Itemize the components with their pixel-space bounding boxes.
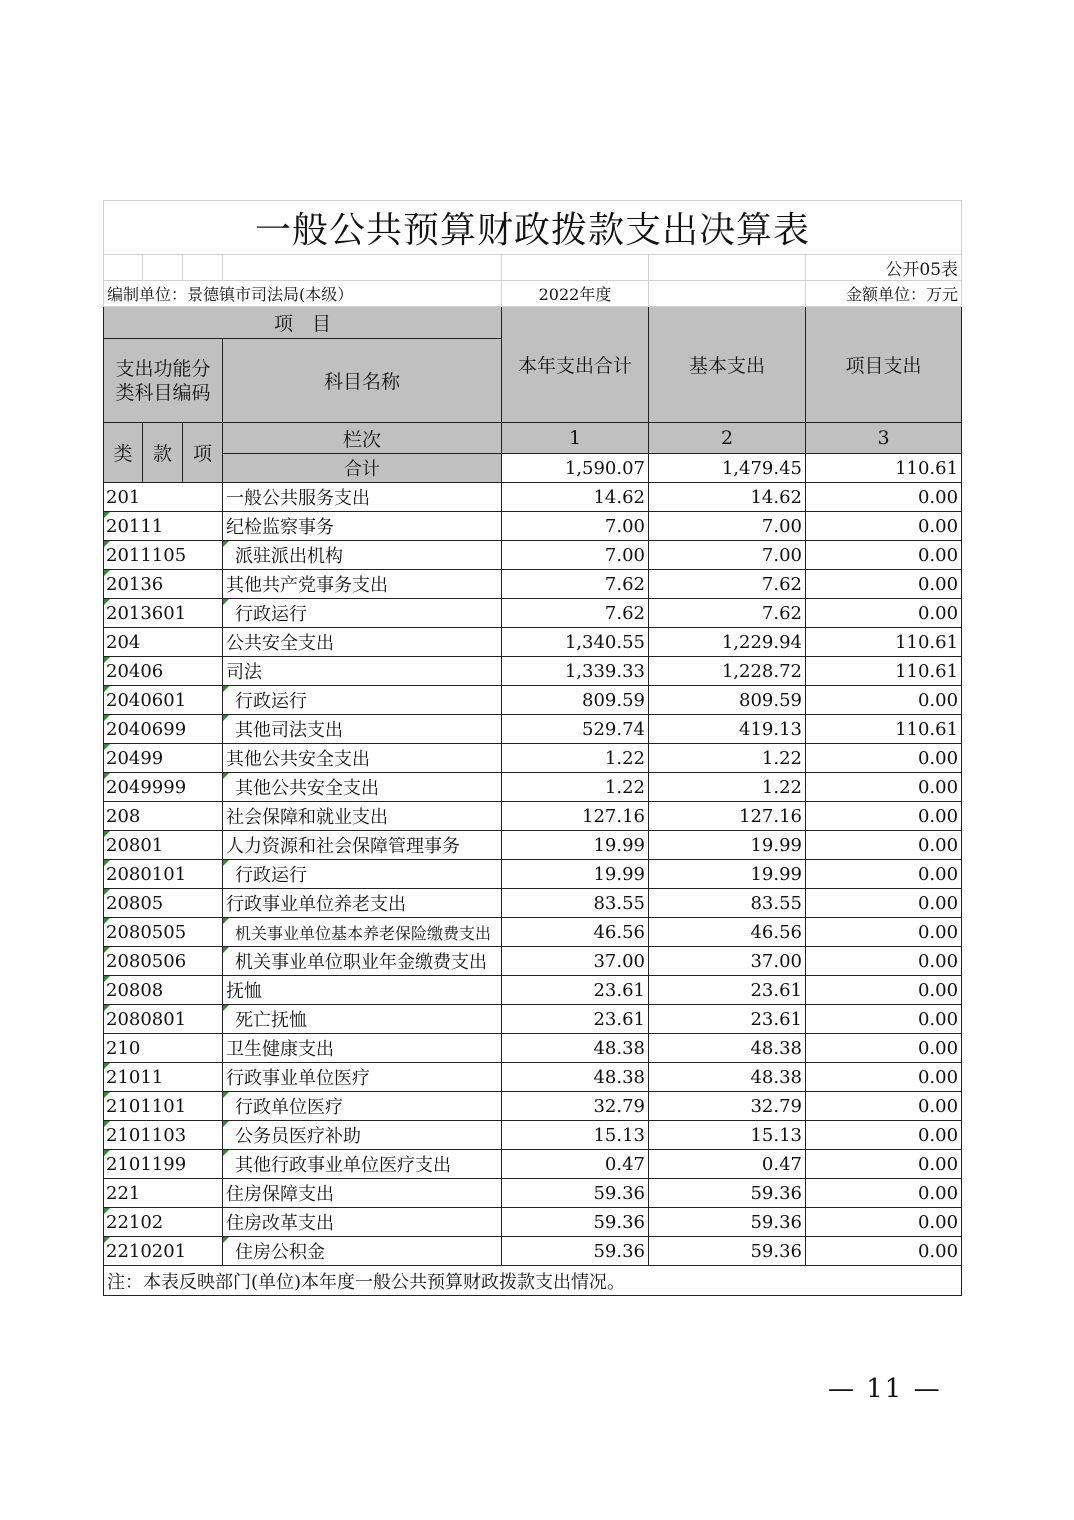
row-total: 127.16 [502,802,649,831]
total-amount: 1,590.07 [502,454,649,483]
row-total: 7.00 [502,512,649,541]
row-code: 2101199 [104,1150,223,1179]
header-xiang: 项 [183,423,223,483]
table-row [104,918,962,947]
row-project: 0.00 [806,976,962,1005]
row-total: 1,339.33 [502,657,649,686]
row-total: 23.61 [502,1005,649,1034]
row-basic: 59.36 [649,1237,806,1266]
row-project: 0.00 [806,599,962,628]
row-total: 48.38 [502,1063,649,1092]
table-row [104,831,962,860]
row-subject-name: 行政单位医疗 [223,1092,502,1121]
row-basic: 809.59 [649,686,806,715]
table-row [104,483,962,512]
table-row [104,686,962,715]
header-subject-name: 科目名称 [223,339,502,423]
row-subject-name: 行政运行 [223,860,502,889]
row-code: 2080506 [104,947,223,976]
row-subject-name: 卫生健康支出 [223,1034,502,1063]
row-basic: 37.00 [649,947,806,976]
table-row [104,947,962,976]
header-code-group: 支出功能分类科目编码 [104,339,223,423]
row-basic: 83.55 [649,889,806,918]
fiscal-year: 2022年度 [502,281,649,307]
row-code: 2101103 [104,1121,223,1150]
table-row [104,657,962,686]
table-row [104,1179,962,1208]
row-subject-name: 行政运行 [223,686,502,715]
row-subject-name: 住房改革支出 [223,1208,502,1237]
row-total: 37.00 [502,947,649,976]
row-total: 19.99 [502,860,649,889]
row-subject-name: 住房公积金 [223,1237,502,1266]
row-basic: 23.61 [649,976,806,1005]
row-basic: 7.00 [649,541,806,570]
title-row [104,201,962,255]
total-project: 110.61 [806,454,962,483]
row-subject-name: 公共安全支出 [223,628,502,657]
row-code: 2101101 [104,1092,223,1121]
header-kuan: 款 [143,423,183,483]
row-total: 7.62 [502,599,649,628]
row-total: 32.79 [502,1092,649,1121]
row-basic: 7.62 [649,570,806,599]
budget-table-sheet [103,200,961,1296]
row-project: 110.61 [806,715,962,744]
header-project: 项目支出 [806,307,962,423]
row-code: 221 [104,1179,223,1208]
table-row [104,773,962,802]
row-code: 201 [104,483,223,512]
header-row-1 [104,307,962,339]
page-number: — 11 — [828,1374,942,1404]
row-code: 20136 [104,570,223,599]
row-total: 19.99 [502,831,649,860]
row-basic: 32.79 [649,1092,806,1121]
row-code: 20808 [104,976,223,1005]
row-basic: 7.62 [649,599,806,628]
row-subject-name: 公务员医疗补助 [223,1121,502,1150]
row-project: 0.00 [806,860,962,889]
row-project: 0.00 [806,831,962,860]
row-project: 0.00 [806,483,962,512]
total-basic: 1,479.45 [649,454,806,483]
table-row [104,628,962,657]
header-lanci: 栏次 [223,423,502,454]
row-code: 2011105 [104,541,223,570]
row-subject-name: 纪检监察事务 [223,512,502,541]
row-project: 0.00 [806,918,962,947]
row-code: 2040699 [104,715,223,744]
row-total: 809.59 [502,686,649,715]
row-project: 0.00 [806,541,962,570]
page-title: 一般公共预算财政拨款支出决算表 [104,201,962,255]
table-row [104,1150,962,1179]
row-subject-name: 其他行政事业单位医疗支出 [223,1150,502,1179]
row-project: 0.00 [806,1005,962,1034]
table-row [104,976,962,1005]
table-row [104,1121,962,1150]
row-total: 1.22 [502,744,649,773]
row-code: 208 [104,802,223,831]
header-row-3 [104,423,962,454]
table-row [104,1092,962,1121]
row-total: 14.62 [502,483,649,512]
table-row [104,599,962,628]
info-row [104,281,962,307]
header-col-1: 1 [502,423,649,454]
table-row [104,1063,962,1092]
row-subject-name: 住房保障支出 [223,1179,502,1208]
row-basic: 19.99 [649,860,806,889]
header-item: 项 目 [104,307,502,339]
row-basic: 1.22 [649,773,806,802]
row-subject-name: 机关事业单位职业年金缴费支出 [223,947,502,976]
row-code: 210 [104,1034,223,1063]
row-subject-name: 行政事业单位医疗 [223,1063,502,1092]
total-label: 合计 [223,454,502,483]
row-project: 0.00 [806,802,962,831]
row-total: 7.62 [502,570,649,599]
row-total: 1.22 [502,773,649,802]
row-basic: 59.36 [649,1179,806,1208]
row-basic: 15.13 [649,1121,806,1150]
amount-unit: 金额单位：万元 [806,281,962,307]
row-code: 20406 [104,657,223,686]
header-total: 本年支出合计 [502,307,649,423]
row-project: 0.00 [806,1034,962,1063]
row-project: 0.00 [806,512,962,541]
row-code: 2049999 [104,773,223,802]
row-basic: 1,228.72 [649,657,806,686]
row-subject-name: 人力资源和社会保障管理事务 [223,831,502,860]
table-row [104,860,962,889]
row-subject-name: 死亡抚恤 [223,1005,502,1034]
row-code: 2080505 [104,918,223,947]
table-body [104,483,962,1266]
row-code: 2080101 [104,860,223,889]
row-project: 0.00 [806,1150,962,1179]
table-row [104,744,962,773]
row-total: 59.36 [502,1179,649,1208]
row-code: 22102 [104,1208,223,1237]
table-row [104,715,962,744]
total-row [104,454,962,483]
row-basic: 0.47 [649,1150,806,1179]
row-code: 204 [104,628,223,657]
row-project: 0.00 [806,1208,962,1237]
row-subject-name: 一般公共服务支出 [223,483,502,512]
row-basic: 23.61 [649,1005,806,1034]
row-total: 23.61 [502,976,649,1005]
row-total: 7.00 [502,541,649,570]
row-total: 46.56 [502,918,649,947]
row-project: 0.00 [806,570,962,599]
row-subject-name: 其他公共安全支出 [223,773,502,802]
row-total: 529.74 [502,715,649,744]
row-total: 83.55 [502,889,649,918]
row-code: 20801 [104,831,223,860]
row-total: 1,340.55 [502,628,649,657]
row-project: 0.00 [806,773,962,802]
row-project: 0.00 [806,744,962,773]
row-subject-name: 司法 [223,657,502,686]
row-project: 0.00 [806,947,962,976]
row-project: 0.00 [806,1237,962,1266]
row-basic: 19.99 [649,831,806,860]
row-subject-name: 机关事业单位基本养老保险缴费支出 [223,918,502,947]
row-subject-name: 其他司法支出 [223,715,502,744]
table-row [104,541,962,570]
header-lei: 类 [104,423,143,483]
row-total: 0.47 [502,1150,649,1179]
table-row [104,1005,962,1034]
row-project: 0.00 [806,1121,962,1150]
header-col-2: 2 [649,423,806,454]
note-row [104,1266,962,1296]
row-project: 110.61 [806,628,962,657]
row-basic: 7.00 [649,512,806,541]
row-project: 0.00 [806,1063,962,1092]
row-basic: 127.16 [649,802,806,831]
row-total: 48.38 [502,1034,649,1063]
table-row [104,1034,962,1063]
row-code: 20111 [104,512,223,541]
row-subject-name: 其他公共安全支出 [223,744,502,773]
row-total: 15.13 [502,1121,649,1150]
row-project: 0.00 [806,1092,962,1121]
table-row [104,802,962,831]
table-row [104,889,962,918]
row-code: 21011 [104,1063,223,1092]
row-subject-name: 行政运行 [223,599,502,628]
row-code: 20499 [104,744,223,773]
row-project: 110.61 [806,657,962,686]
row-basic: 419.13 [649,715,806,744]
row-subject-name: 社会保障和就业支出 [223,802,502,831]
row-project: 0.00 [806,889,962,918]
table-row [104,1208,962,1237]
row-total: 59.36 [502,1208,649,1237]
compiling-unit: 编制单位：景德镇市司法局(本级） [104,281,502,307]
row-subject-name: 派驻派出机构 [223,541,502,570]
header-basic: 基本支出 [649,307,806,423]
table-row [104,570,962,599]
row-code: 2210201 [104,1237,223,1266]
table-row [104,1237,962,1266]
row-basic: 46.56 [649,918,806,947]
row-basic: 1,229.94 [649,628,806,657]
row-code: 2040601 [104,686,223,715]
row-code: 2080801 [104,1005,223,1034]
budget-table [103,200,962,1296]
row-project: 0.00 [806,1179,962,1208]
row-basic: 48.38 [649,1063,806,1092]
form-code-row [104,255,962,281]
row-subject-name: 抚恤 [223,976,502,1005]
row-basic: 59.36 [649,1208,806,1237]
row-subject-name: 其他共产党事务支出 [223,570,502,599]
row-basic: 1.22 [649,744,806,773]
row-code: 2013601 [104,599,223,628]
row-subject-name: 行政事业单位养老支出 [223,889,502,918]
header-col-3: 3 [806,423,962,454]
row-basic: 48.38 [649,1034,806,1063]
table-note: 注：本表反映部门(单位)本年度一般公共预算财政拨款支出情况。 [104,1266,962,1296]
table-row [104,512,962,541]
row-code: 20805 [104,889,223,918]
row-project: 0.00 [806,686,962,715]
row-total: 59.36 [502,1237,649,1266]
row-basic: 14.62 [649,483,806,512]
form-code: 公开05表 [806,255,962,281]
